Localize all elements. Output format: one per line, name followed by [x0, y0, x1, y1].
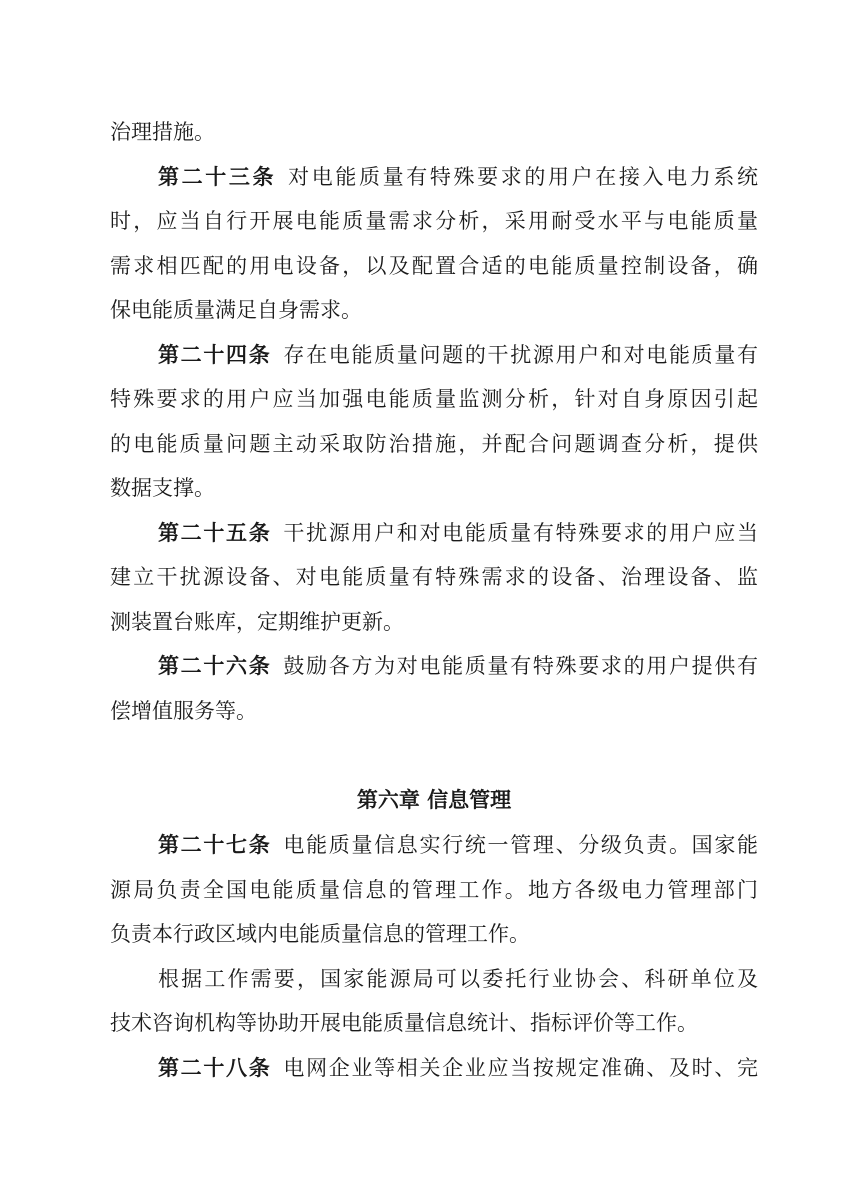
document-page [110, 110, 758, 1090]
paragraph-line: 源局负责全国电能质量信息的管理工作。地方各级电力管理部门 [110, 877, 758, 902]
article-text: 电能质量信息实行统一管理、分级负责。国家能 [283, 833, 758, 857]
article-text: 干扰源用户和对电能质量有特殊要求的用户应当 [283, 520, 758, 545]
article-26 [110, 644, 758, 733]
article-first-line [110, 155, 758, 200]
article-28 [110, 1046, 758, 1091]
paragraph-line: 数据支撑。 [110, 476, 215, 500]
article-24 [110, 333, 758, 511]
paragraph-line: 技术咨询机构等协助开展电能质量信息统计、指标评价等工作。 [110, 1011, 698, 1035]
article-number: 第二十七条 [158, 833, 272, 857]
article-first-line [110, 1046, 758, 1091]
article-first-line [110, 333, 758, 378]
paragraph-line: 时，应当自行开展电能质量需求分析，采用耐受水平与电能质量 [110, 209, 758, 233]
article-25 [110, 511, 758, 645]
article-text: 对电能质量有特殊要求的用户在接入电力系统 [288, 164, 758, 189]
spacer [110, 733, 758, 777]
article-text: 存在电能质量问题的干扰源用户和对电能质量有 [283, 342, 758, 367]
article-text: 鼓励各方为对电能质量有特殊要求的用户提供有 [283, 654, 758, 678]
article-first-line [110, 823, 758, 868]
article-first-line [110, 511, 758, 556]
paragraph-line: 治理措施。 [110, 120, 215, 144]
paragraph-line: 保电能质量满足自身需求。 [110, 298, 362, 322]
article-number: 第二十八条 [158, 1055, 272, 1080]
article-number: 第二十三条 [158, 164, 277, 189]
article-number: 第二十六条 [158, 654, 272, 678]
article-23 [110, 155, 758, 333]
paragraph-line: 需求相匹配的用电设备，以及配置合适的电能质量控制设备，确 [110, 253, 758, 278]
paragraph-line: 偿增值服务等。 [110, 698, 257, 723]
paragraph-line: 负责本行政区域内电能质量信息的管理工作。 [110, 922, 530, 946]
paragraph-line: 的电能质量问题主动采取防治措施，并配合问题调查分析，提供 [110, 431, 758, 456]
article-text: 电网企业等相关企业应当按规定准确、及时、完 [283, 1055, 758, 1080]
article-number: 第二十五条 [158, 520, 272, 545]
article-27 [110, 823, 758, 957]
article-first-line [110, 644, 758, 689]
paragraph-line: 建立干扰源设备、对电能质量有特殊需求的设备、治理设备、监 [110, 565, 758, 589]
paragraph-line: 根据工作需要，国家能源局可以委托行业协会、科研单位及 [158, 966, 758, 991]
article-number: 第二十四条 [158, 342, 272, 367]
paragraph-line: 测装置台账库，定期维护更新。 [110, 609, 404, 634]
chapter-heading: 第六章 信息管理 [356, 788, 512, 812]
paragraph [110, 957, 758, 1046]
paragraph-line: 特殊要求的用户应当加强电能质量监测分析，针对自身原因引起 [110, 387, 758, 411]
